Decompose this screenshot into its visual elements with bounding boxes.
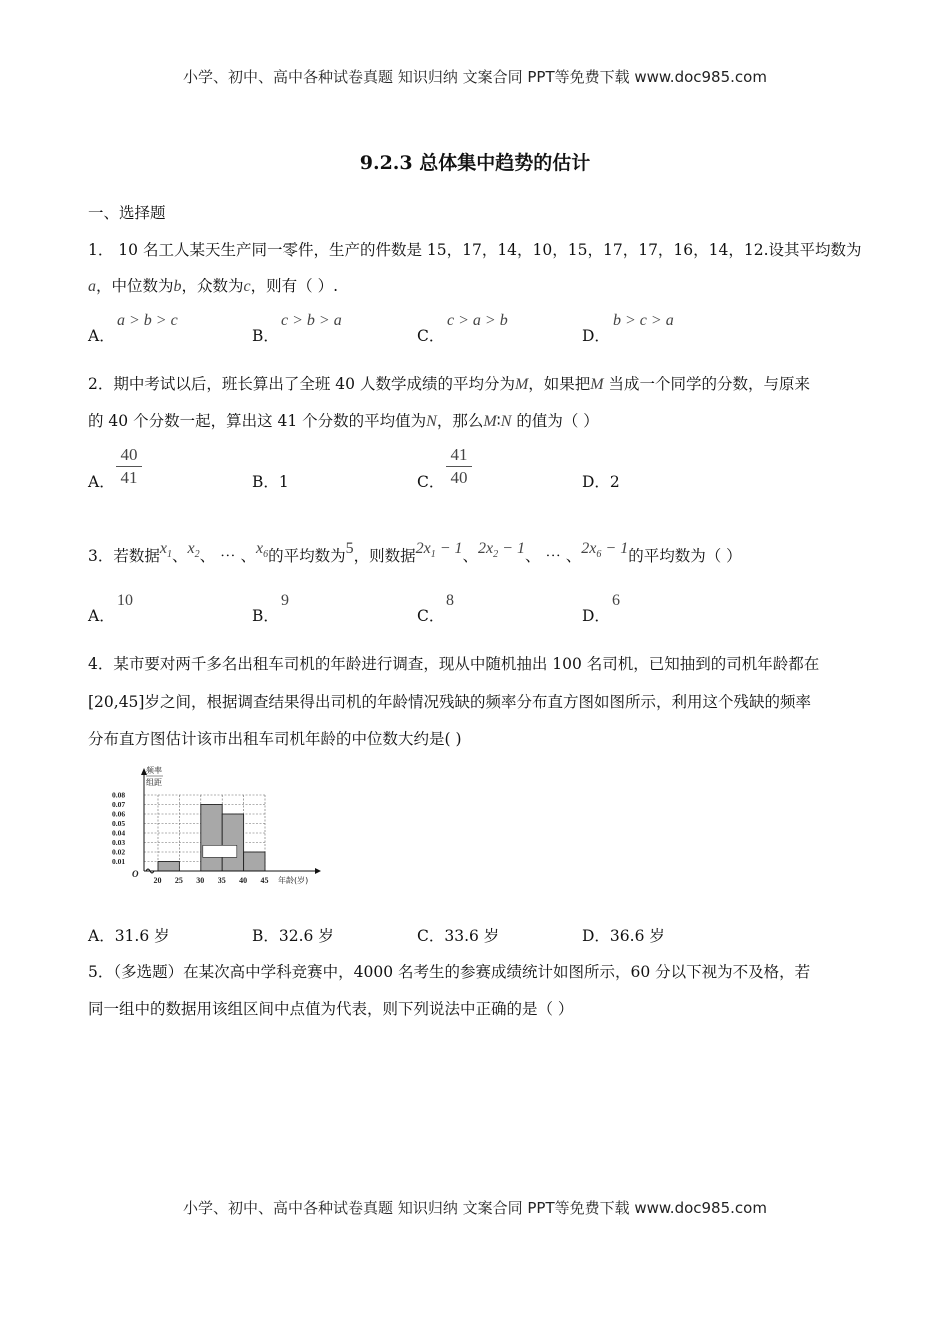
q4-option-c[interactable]: C．33.6 岁 — [417, 927, 500, 945]
q2-text: 的 40 个分数一起，算出这 41 个分数的平均值为 — [88, 412, 427, 430]
q3-sep: 、 — [171, 547, 188, 565]
q3-option-b[interactable] — [252, 606, 279, 626]
option-label: A． — [88, 327, 115, 345]
q2-text: 的值为（ ） — [511, 412, 599, 430]
y-axis-label-bottom: 组距 — [146, 778, 162, 787]
y-tick-label: 0.08 — [112, 790, 126, 800]
q1-option-b[interactable] — [252, 326, 279, 346]
option-label: C． — [417, 327, 445, 345]
q1-option-a[interactable] — [88, 326, 115, 346]
fraction-denominator: 40 — [450, 468, 468, 487]
q3-text — [88, 540, 742, 574]
q4-text-line2: [20,45]岁之间，根据调查结果得出司机的年龄情况残缺的频率分布直方图如图所示，利用这个残缺的频率 — [88, 693, 811, 711]
q4-text-line1: 4．某市要对两千多名出租车司机的年龄进行调查，现从中随机抽出 100 名司机，已知抽到的司机年龄都在 — [88, 655, 820, 673]
q3-sep: 、 ⋯ 、 — [524, 547, 582, 565]
q1-option-c-math: c > a > b — [447, 312, 508, 329]
y-tick-label: 0.03 — [112, 838, 126, 847]
q1-option-c[interactable] — [417, 326, 444, 346]
q1-text: ，则有（ ）. — [250, 277, 338, 295]
var: x — [159, 540, 167, 557]
option-label: B． — [252, 327, 279, 345]
q3-expr1 — [415, 540, 463, 561]
q2-text: 当成一个同学的分数，与原来 — [603, 375, 811, 393]
q1-text-line1: 1． 10 名工人某天生产同一零件，生产的件数是 15，17，14，10，15，17，17，16，14，12.设其平均数为 — [88, 241, 862, 259]
age-histogram — [110, 765, 330, 890]
q1-option-a-math: a > b > c — [117, 312, 178, 329]
q3-sep: 、 — [462, 547, 479, 565]
q4-text-line3: 分布直方图估计该市出租车司机年龄的中位数大约是( ) — [88, 730, 462, 748]
q3-x6 — [255, 540, 269, 561]
y-tick-label: 0.04 — [112, 828, 126, 838]
q3-text-part: 的平均数为 — [268, 547, 346, 565]
q3-x1 — [159, 540, 172, 561]
q2-var-n: N — [426, 413, 437, 430]
missing-data-patch — [203, 845, 237, 857]
y-axis-label-top: 频率 — [146, 766, 162, 775]
q2-var-m: M — [514, 376, 529, 393]
q2-text: 2．期中考试以后，班长算出了全班 40 人数学成绩的平均分为 — [88, 375, 515, 393]
subscript: 6 — [263, 549, 269, 561]
x-axis-arrow — [315, 868, 321, 874]
fraction-denominator: 41 — [120, 468, 138, 487]
q2-var-n: N — [500, 413, 512, 430]
q3-x2 — [187, 540, 200, 561]
option-label: D． — [582, 327, 610, 345]
q3-option-d-value: 6 — [612, 592, 620, 609]
q3-option-a[interactable] — [88, 606, 115, 626]
x-tick-label: 25 — [174, 876, 183, 885]
q1-var-c: c — [243, 278, 251, 295]
q1-var-a: a — [88, 278, 96, 295]
y-tick-label: 0.07 — [112, 800, 126, 809]
histogram-bar — [222, 814, 243, 871]
y-tick-label: 0.06 — [112, 809, 126, 819]
q2-text-line1 — [88, 374, 810, 395]
subscript: 6 — [596, 549, 602, 561]
y-tick-label: 0.05 — [112, 819, 126, 828]
fraction-numerator: 40 — [116, 444, 142, 467]
q3-text-part: 3．若数据 — [88, 547, 160, 565]
q2-option-c-fraction — [446, 444, 472, 489]
q2-text: ，那么 — [436, 412, 484, 430]
x-tick-label: 40 — [239, 876, 248, 885]
fraction-numerator: 41 — [446, 444, 472, 467]
expr: − 1 — [601, 540, 629, 557]
q2-text: ，如果把 — [528, 375, 591, 393]
q5-text-line1: 5．（多选题）在某次高中学科竞赛中，4000 名考生的参赛成绩统计如图所示，60 分以下视为不及格，若 — [88, 963, 811, 981]
subscript: 1 — [430, 549, 436, 561]
q2-colon: ∶ — [496, 412, 501, 430]
q3-option-c-value: 8 — [446, 592, 454, 609]
section-heading: 一、选择题 — [88, 204, 166, 222]
q3-value-5: 5 — [345, 540, 354, 557]
q3-text-part: 的平均数为（ ） — [628, 547, 742, 565]
origin-label: O — [132, 869, 139, 879]
q3-expr2 — [478, 540, 525, 561]
q4-option-b[interactable]: B．32.6 岁 — [252, 927, 334, 945]
q3-option-b-value: 9 — [281, 592, 289, 609]
page-title: 9.2.3 总体集中趋势的估计 — [359, 152, 591, 174]
x-tick-label: 35 — [217, 876, 226, 885]
q5-text-line2: 同一组中的数据用该组区间中点值为代表，则下列说法中正确的是（ ） — [88, 1000, 574, 1018]
expr: − 1 — [435, 540, 463, 557]
q3-sep: 、 ⋯ 、 — [199, 547, 256, 565]
histogram-bar — [201, 805, 222, 872]
q2-option-c[interactable]: C． — [417, 473, 445, 491]
q3-option-d[interactable] — [582, 606, 610, 626]
histogram-bar — [244, 852, 265, 871]
x-tick-label: 30 — [196, 876, 205, 885]
var: x — [187, 540, 195, 557]
q1-option-b-math: c > b > a — [281, 312, 342, 329]
y-tick-label: 0.01 — [112, 857, 126, 866]
q2-option-d[interactable]: D．2 — [582, 473, 620, 491]
subscript: 2 — [493, 549, 499, 561]
q3-expr6 — [581, 540, 629, 561]
y-tick-label: 0.02 — [112, 847, 126, 857]
q1-var-b: b — [173, 278, 182, 295]
expr: 2x — [478, 540, 494, 557]
q4-option-a[interactable]: A．31.6 岁 — [88, 927, 170, 945]
q1-text: ，中位数为 — [96, 277, 174, 295]
q2-option-a[interactable]: A． — [88, 473, 115, 491]
q4-option-d[interactable]: D．36.6 岁 — [582, 927, 665, 945]
q1-text-line2 — [88, 276, 338, 297]
page-header: 小学、初中、高中各种试卷真题 知识归纳 文案合同 PPT等免费下载 www.doc985.com — [183, 68, 767, 86]
q2-option-a-fraction — [116, 444, 142, 489]
page-footer: 小学、初中、高中各种试卷真题 知识归纳 文案合同 PPT等免费下载 www.doc985.com — [183, 1199, 767, 1217]
x-axis-label: 年龄(岁) — [278, 876, 309, 885]
expr: 2x — [581, 540, 597, 557]
q1-option-d-math: b > c > a — [613, 312, 674, 329]
q2-text-line2 — [88, 411, 599, 432]
histogram-bar — [158, 862, 179, 872]
x-tick-label: 20 — [153, 876, 162, 885]
option-label: C． — [417, 607, 445, 625]
q2-var-m: M — [590, 376, 604, 393]
expr: − 1 — [498, 540, 525, 557]
expr: 2x — [415, 540, 431, 557]
q1-text: ，众数为 — [181, 277, 244, 295]
option-label: B． — [252, 607, 279, 625]
q3-text-part: ，则数据 — [353, 547, 416, 565]
subscript: 2 — [194, 549, 200, 561]
var: x — [255, 540, 264, 557]
x-tick-label: 45 — [260, 876, 269, 885]
q1-option-d[interactable] — [582, 326, 610, 346]
q3-option-a-value: 10 — [117, 592, 133, 609]
q2-option-b[interactable]: B．1 — [252, 473, 289, 491]
q3-option-c[interactable] — [417, 606, 444, 626]
option-label: A． — [88, 607, 115, 625]
option-label: D． — [582, 607, 610, 625]
subscript: 1 — [166, 549, 172, 561]
q2-var-m: M — [483, 413, 497, 430]
